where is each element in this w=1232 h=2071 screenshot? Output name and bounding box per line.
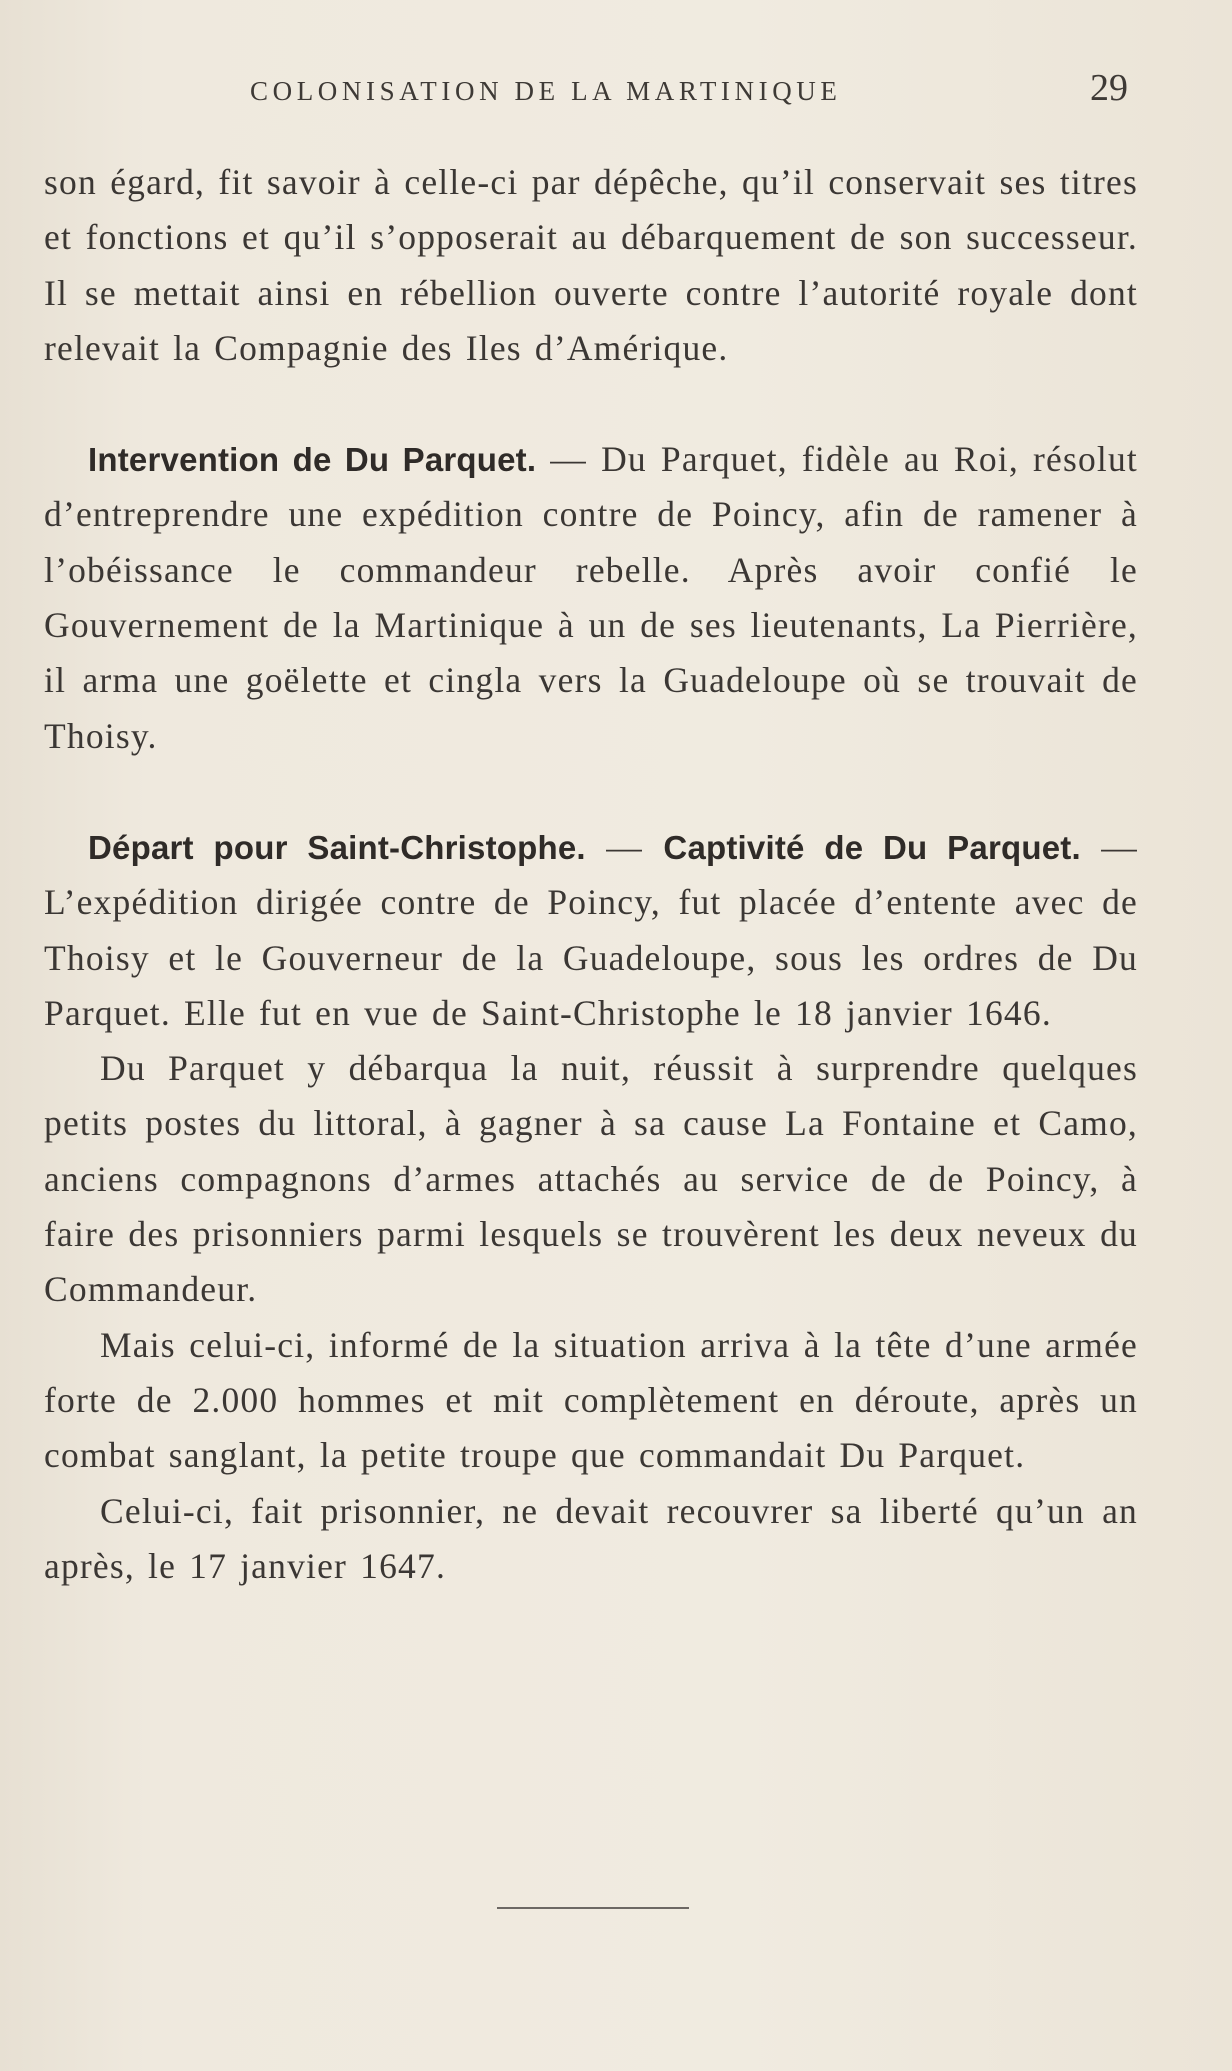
running-title: COLONISATION DE LA MARTINIQUE: [250, 76, 842, 106]
end-rule: [497, 1907, 689, 1909]
paragraph-debarquement: Du Parquet y débarqua la nuit, réussit à surprendre quelques petits postes du littoral, à gagner à sa cause La Fontaine et Camo, anciens compagnons d’armes attachés au service de de Poincy, à faire des prisonniers parmi lesquels se trouvèrent les deux neveux du Commandeur.: [44, 1048, 1138, 1310]
section-text-depart: — L’expédition dirigée contre de Poincy, fut placée d’entente avec de Thoisy et le Gouverneur de la Guadeloupe, sous les ordres de Du Parquet. Elle fut en vue de Saint-Christophe le 18 janvier 1646.: [44, 826, 1138, 1033]
section-text-intervention: — Du Parquet, fidèle au Roi, résolut d’entreprendre une expédition contre de Poincy, afin de ramener à l’obéissance le commandeur rebelle. Après avoir confié le Gouvernement de la Martinique à un de ses lieutenants, La Pierrière, il arma une goëlette et cingla vers la Guadeloupe où se trouvait de Thoisy.: [44, 439, 1138, 756]
paragraph-continuation: son égard, fit savoir à celle-ci par dépêche, qu’il conservait ses titres et fonctions et qu’il s’opposerait au débarquement de son successeur. Il se mettait ainsi en rébellion ouverte contre l’autorité royale dont relevait la Compagnie des Iles d’Amérique.: [44, 162, 1138, 368]
section-heading-intervention: Intervention de Du Parquet.: [88, 441, 537, 479]
section-depart: [44, 820, 1138, 1041]
section-intervention: [44, 432, 1138, 764]
page-number: 29: [1090, 67, 1128, 109]
paragraph-deroute: Mais celui-ci, informé de la situation arriva à la tête d’une armée forte de 2.000 hommes et mit complètement en déroute, après un combat sanglant, la petite troupe que commandait Du Parquet.: [44, 1324, 1138, 1476]
paragraph-prisonnier: Celui-ci, fait prisonnier, ne devait recouvrer sa liberté qu’un an après, le 17 janvier 1647.: [44, 1490, 1138, 1586]
section-heading-separator: —: [585, 826, 664, 867]
body-text: [44, 155, 1138, 1594]
section-heading-captivite: Captivité de Du Parquet.: [663, 828, 1081, 866]
section-heading-depart: Départ pour Saint-Christophe.: [88, 828, 586, 866]
